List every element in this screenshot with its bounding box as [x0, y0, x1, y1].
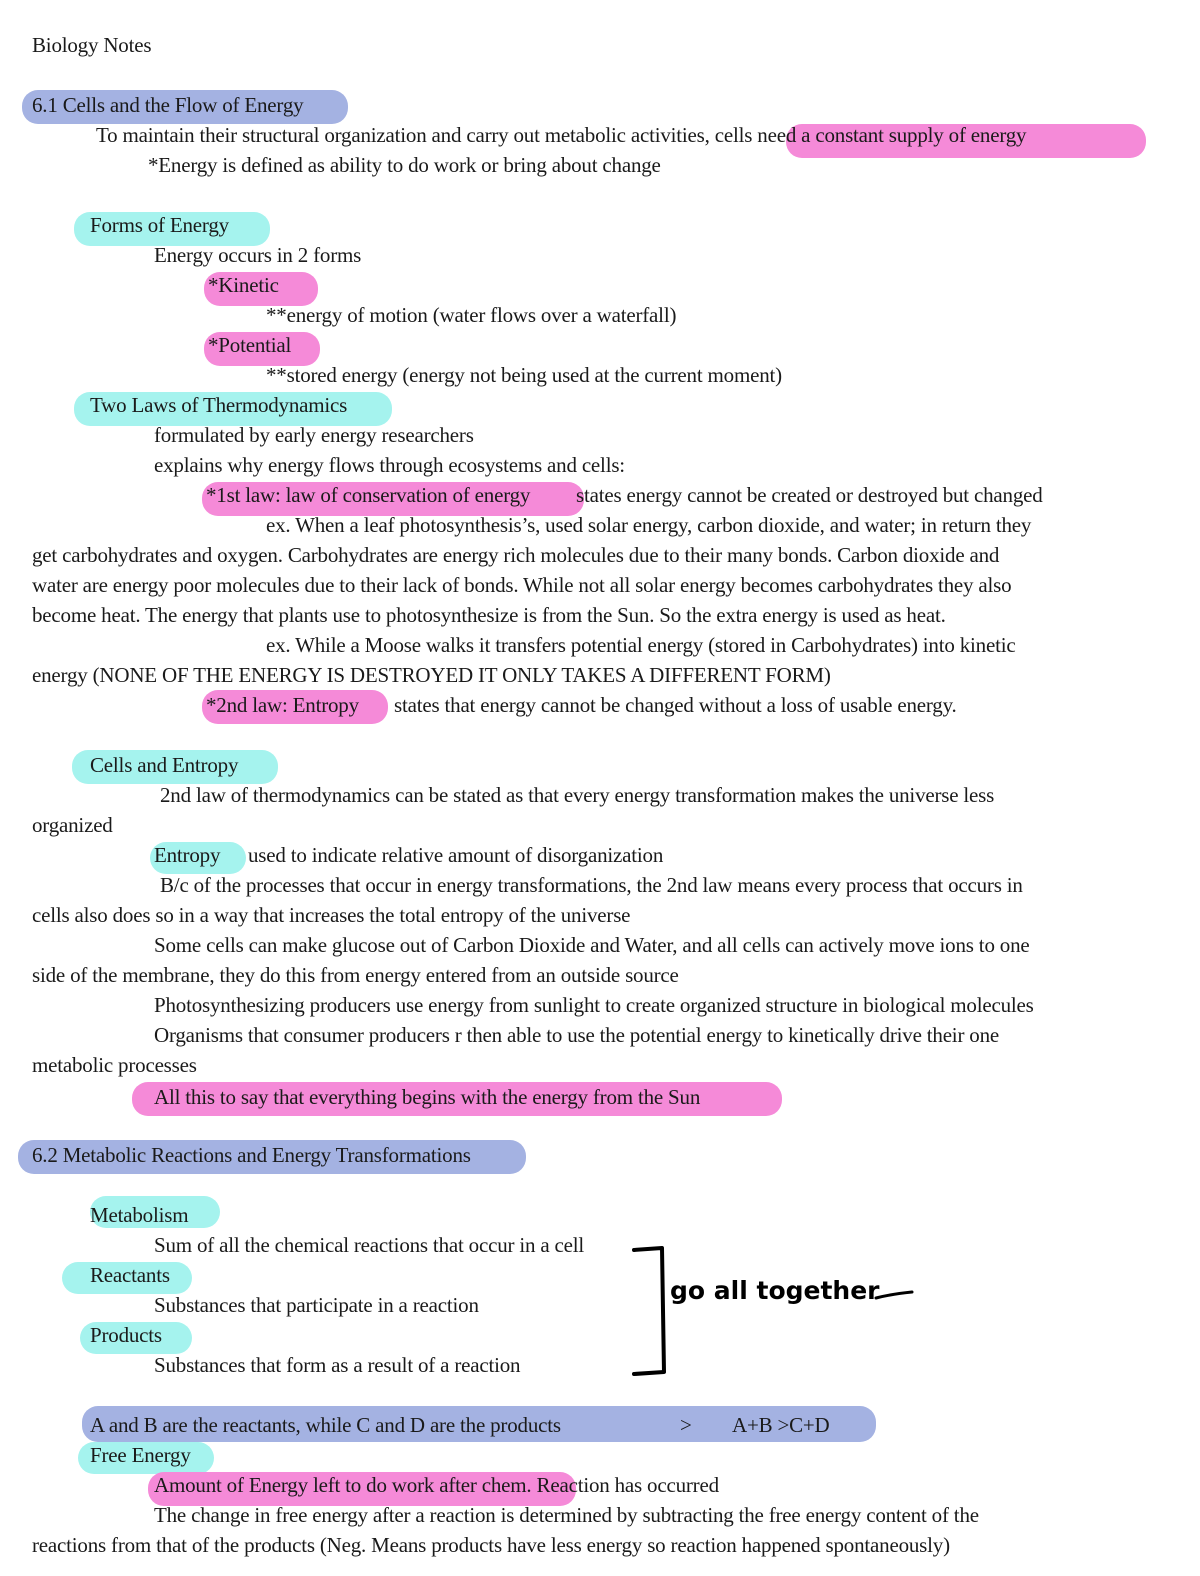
- handwritten-note: go all together: [670, 1276, 880, 1305]
- handwritten-bracket: [620, 1232, 920, 1382]
- intro-highlight-text: cells need a constant supply of energy: [709, 123, 1027, 147]
- body-line: Organisms that consumer producers r then able to use the potential energy to kinetically drive their one: [154, 1023, 1000, 1047]
- term-definition: Sum of all the chemical reactions that occur in a cell: [154, 1233, 585, 1257]
- body-line: formulated by early energy researchers: [154, 423, 474, 447]
- section-heading: 6.1 Cells and the Flow of Energy: [32, 93, 304, 117]
- term-label: *1st law: law of conservation of energy: [206, 483, 531, 507]
- example-line: ex. When a leaf photosynthesis’s, used solar energy, carbon dioxide, and water; in return they: [266, 513, 1032, 537]
- term-label: *Potential: [208, 333, 292, 357]
- body-line: Photosynthesizing producers use energy from sunlight to create organized structure in biological molecules: [154, 993, 1034, 1017]
- body-line: explains why energy flows through ecosystems and cells:: [154, 453, 625, 477]
- term-definition: states energy cannot be created or destroyed but changed: [576, 483, 1043, 507]
- intro-line: [96, 120, 1026, 150]
- body-line: The change in free energy after a reaction is determined by subtracting the free energy content of the: [154, 1503, 979, 1527]
- term-label: *Kinetic: [208, 273, 279, 297]
- intro-text: To maintain their structural organization and carry out metabolic activities,: [96, 123, 710, 147]
- example-line: water are energy poor molecules due to their lack of bonds. While not all solar energy becomes carbohydrates they also: [32, 573, 1012, 597]
- reaction-summary: A and B are the reactants, while C and D are the products: [90, 1413, 561, 1437]
- body-line: metabolic processes: [32, 1053, 197, 1077]
- body-line: cells also does so in a way that increases the total entropy of the universe: [32, 903, 631, 927]
- free-energy-rest-text: Reaction has occurred: [531, 1473, 719, 1497]
- term-definition: states that energy cannot be changed without a loss of usable energy.: [394, 693, 957, 717]
- reaction-arrow: >: [680, 1413, 692, 1437]
- example-line: get carbohydrates and oxygen. Carbohydrates are energy rich molecules due to their many bonds. Carbon dioxide and: [32, 543, 1000, 567]
- reaction-formula: A+B >C+D: [732, 1413, 830, 1437]
- energy-definition: *Energy is defined as ability to do work or bring about change: [148, 153, 661, 177]
- free-energy-highlight-text: Amount of Energy left to do work after chem.: [154, 1473, 532, 1497]
- term-definition: **energy of motion (water flows over a waterfall): [266, 303, 677, 327]
- free-energy-definition: [154, 1470, 719, 1500]
- page-title: Biology Notes: [32, 33, 152, 57]
- subheading: Reactants: [90, 1263, 170, 1287]
- body-line: Some cells can make glucose out of Carbon Dioxide and Water, and all cells can actively move ions to one: [154, 933, 1030, 957]
- example-line: become heat. The energy that plants use to photosynthesize is from the Sun. So the extra energy is used as heat.: [32, 603, 946, 627]
- body-line: reactions from that of the products (Neg. Means products have less energy so reaction happened spontaneously): [32, 1533, 950, 1557]
- body-line: B/c of the processes that occur in energy transformations, the 2nd law means every process that occurs in: [160, 873, 1023, 897]
- example-line: ex. While a Moose walks it transfers potential energy (stored in Carbohydrates) into kinetic: [266, 633, 1016, 657]
- body-line: Energy occurs in 2 forms: [154, 243, 362, 267]
- term-definition: **stored energy (energy not being used at the current moment): [266, 363, 782, 387]
- subheading: Free Energy: [90, 1443, 191, 1467]
- term-label: *2nd law: Entropy: [206, 693, 359, 717]
- subheading: Cells and Entropy: [90, 753, 239, 777]
- body-line: organized: [32, 813, 113, 837]
- example-line: energy (NONE OF THE ENERGY IS DESTROYED IT ONLY TAKES A DIFFERENT FORM): [32, 663, 831, 687]
- body-line: side of the membrane, they do this from energy entered from an outside source: [32, 963, 679, 987]
- term-label: Entropy: [154, 843, 221, 867]
- section-heading: 6.2 Metabolic Reactions and Energy Transformations: [32, 1143, 471, 1167]
- summary-line: All this to say that everything begins with the energy from the Sun: [154, 1085, 701, 1109]
- subheading: Products: [90, 1323, 162, 1347]
- subheading: Metabolism: [90, 1203, 189, 1227]
- term-definition: used to indicate relative amount of disorganization: [248, 843, 664, 867]
- term-definition: Substances that participate in a reaction: [154, 1293, 479, 1317]
- subheading: Two Laws of Thermodynamics: [90, 393, 348, 417]
- subheading: Forms of Energy: [90, 213, 229, 237]
- body-line: 2nd law of thermodynamics can be stated as that every energy transformation makes the universe less: [160, 783, 995, 807]
- term-definition: Substances that form as a result of a reaction: [154, 1353, 521, 1377]
